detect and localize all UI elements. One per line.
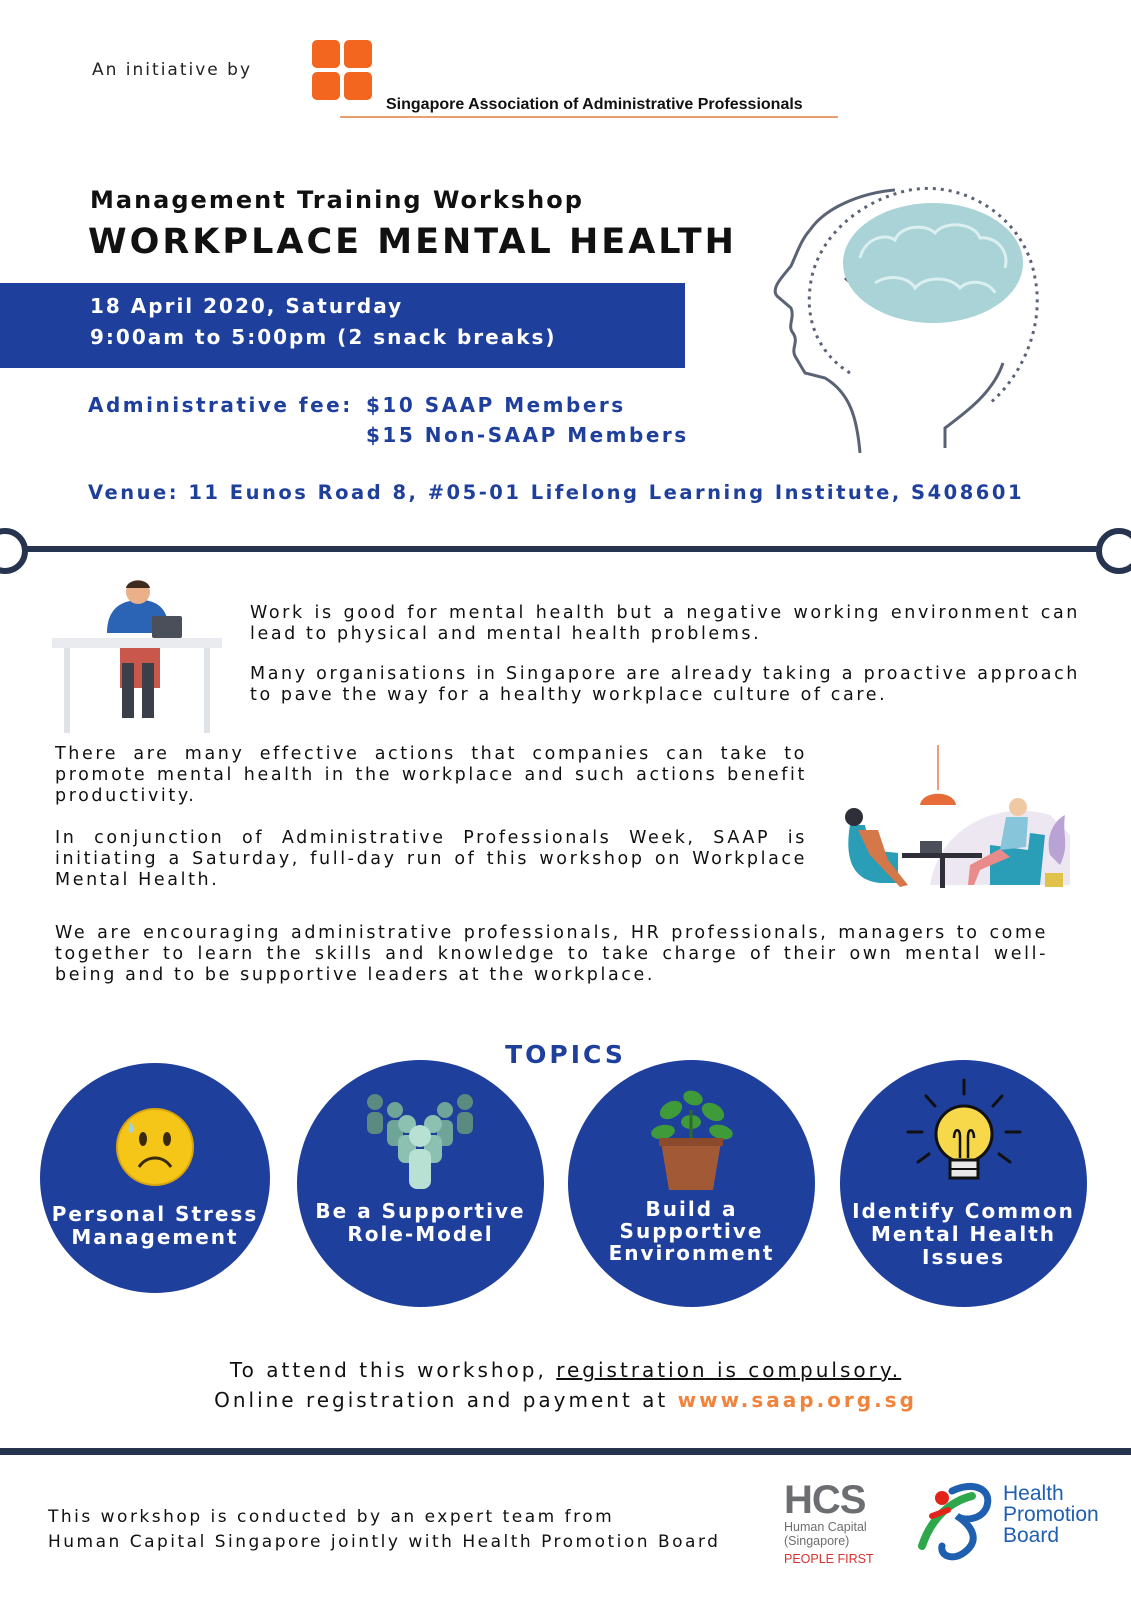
hpb-line-3: Board [1003,1524,1060,1547]
hpb-logo-icon [912,1476,1002,1566]
topic-3-line-2: Supportive [619,1219,764,1243]
website-link[interactable]: www.saap.org.sg [677,1388,917,1412]
paragraph-2: Many organisations in Singapore are already taking a proactive approach to pave the way for a healthy workplace culture of care. [250,664,1080,705]
topic-3-line-3: Environment [608,1241,775,1265]
topic-4-line-3: Issues [922,1245,1005,1269]
topic-4-line-1: Identify Common [852,1199,1075,1223]
lightbulb-icon [904,1076,1024,1196]
sad-face-icon [113,1105,197,1189]
saap-logo [312,40,372,100]
registration-compulsory-link[interactable]: registration is compulsory. [556,1358,902,1382]
footer-line-2: Human Capital Singapore jointly with Health Promotion Board [48,1532,721,1552]
topic-stress-management [40,1063,270,1293]
meeting-illustration [840,745,1090,910]
event-time: 9:00am to 5:00pm (2 snack breaks) [90,325,557,349]
paragraph-4: In conjunction of Administrative Professionals Week, SAAP is initiating a Saturday, full-day run of this workshop on Workplace Mental Health. [55,828,807,890]
footer-rule [0,1448,1131,1455]
head-brain-illustration [765,178,1065,473]
stressed-worker-illustration [52,578,227,738]
potted-plant-icon [641,1080,741,1195]
hcs-mark: HCS [784,1478,866,1522]
paragraph-5: We are encouraging administrative professionals, HR professionals, managers to come together to learn the skills and knowledge to take charge of their own mental well-being and to be supportive leaders at the workplace. [55,923,1048,985]
organisation-name: Singapore Association of Administrative Professionals [386,96,803,113]
topic-2-line-2: Role-Model [347,1222,494,1246]
event-date: 18 April 2020, Saturday [90,294,404,318]
registration-prefix: To attend this workshop, [229,1358,557,1382]
fee-label: Administrative fee: [88,393,353,417]
topic-supportive-environment [568,1060,815,1307]
initiative-label: An initiative by [92,60,252,80]
topic-1-line-2: Management [71,1225,239,1249]
section-divider [20,546,1111,552]
hcs-logo [784,1480,894,1570]
divider-left-ring [0,528,28,574]
registration-notice [0,1358,1131,1382]
topic-2-line-1: Be a Supportive [315,1199,526,1223]
venue: Venue: 11 Eunos Road 8, #05-01 Lifelong Learning Institute, S408601 [88,481,1025,504]
hpb-name [1003,1483,1099,1546]
fee-nonmembers: $15 Non-SAAP Members [366,423,689,447]
topic-1-line-1: Personal Stress [51,1202,259,1226]
online-registration [0,1388,1131,1412]
online-registration-prefix: Online registration and payment at [214,1388,678,1412]
footer-line-1: This workshop is conducted by an expert team from [48,1507,615,1527]
topic-3-line-1: Build a [645,1197,738,1221]
topic-identify-issues [840,1060,1087,1307]
date-band [0,283,685,368]
workshop-title: WORKPLACE MENTAL HEALTH [88,222,737,262]
topics-heading: TOPICS [505,1040,626,1069]
workshop-subtitle: Management Training Workshop [90,186,584,214]
footer-credits [48,1505,720,1555]
hcs-tagline: PEOPLE FIRST [784,1552,874,1566]
hpb-line-2: Promotion [1003,1503,1099,1526]
hcs-name-1: Human Capital [784,1520,867,1534]
hpb-line-1: Health [1003,1482,1064,1505]
topic-4-line-2: Mental Health [870,1222,1057,1246]
logo-underline [340,116,838,118]
paragraph-3: There are many effective actions that companies can take to promote mental health in the workplace and such actions benefit productivity. [55,744,807,806]
paragraph-1: Work is good for mental health but a negative working environment can lead to physical and mental health problems. [250,603,1080,644]
topic-role-model [297,1060,544,1307]
divider-right-ring [1096,528,1131,574]
people-group-icon [357,1090,483,1190]
fee-members: $10 SAAP Members [366,393,626,417]
hcs-name-2: (Singapore) [784,1534,850,1548]
